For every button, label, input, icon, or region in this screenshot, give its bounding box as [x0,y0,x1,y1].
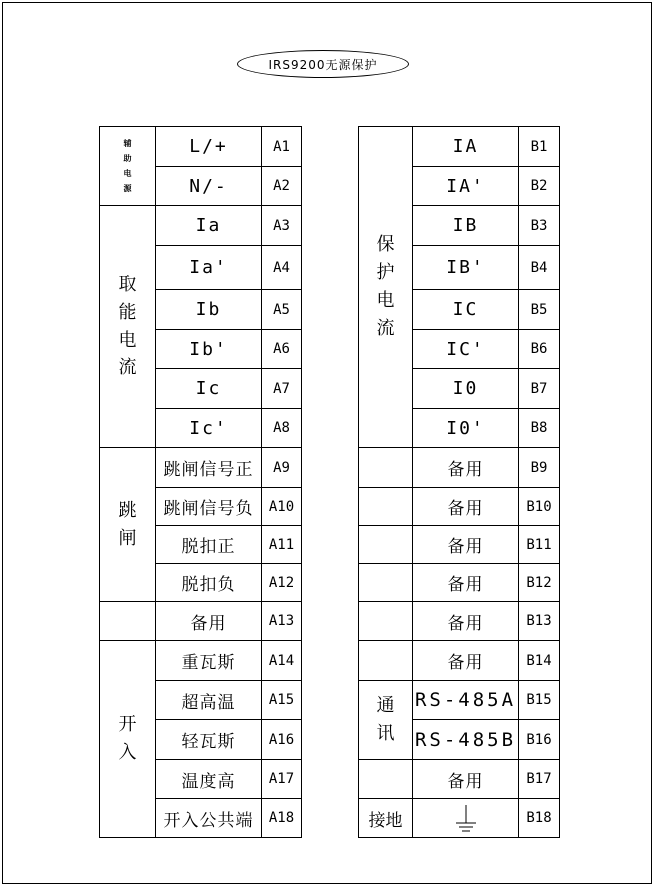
signal-label: 温度高 [181,771,236,792]
terminal-cell [518,447,560,488]
terminal-cell [261,447,302,488]
signal-cell [155,563,262,602]
signal-label: IC' [446,338,485,360]
signal-label: 备用 [447,460,484,480]
signal-cell [412,601,519,641]
terminal-label: B12 [526,574,552,591]
signal-cell [412,447,519,488]
terminal-cell [518,408,560,448]
group-cell-s12 [358,563,413,602]
group-label-prot [377,231,395,343]
group-label-char: 取 [118,273,137,295]
signal-cell [155,205,262,246]
terminal-cell [518,680,560,720]
group-cell-s11 [358,525,413,564]
signal-cell [155,245,262,290]
terminal-cell [518,563,560,602]
signal-label: Ic' [189,417,228,439]
signal-label: Ia' [189,257,228,278]
signal-cell [412,680,519,720]
group-label-char: 讯 [376,723,395,744]
group-cell-gnd [358,798,413,838]
terminal-label: A5 [273,301,290,318]
terminal-label: A6 [273,341,290,357]
signal-cell [155,525,262,564]
group-label-aux [124,136,132,197]
terminal-cell [518,126,560,167]
group-label-char: 电 [376,290,395,311]
group-cell-s13 [358,601,413,641]
group-cell-trip [99,447,156,602]
terminal-cell [518,719,560,760]
group-label-char: 源 [123,184,132,194]
terminal-label: A3 [273,217,290,234]
group-label-char: 闸 [118,527,137,549]
terminal-label: A18 [268,810,295,826]
terminal-cell [518,759,560,799]
group-cell-s9 [358,447,413,488]
signal-cell [412,368,519,409]
signal-label: 备用 [447,613,484,634]
group-label-char: 助 [123,153,132,163]
group-label-char: 跳 [118,499,137,521]
signal-cell [412,289,519,330]
group-label-char: 保 [376,234,395,256]
terminal-cell [261,205,302,246]
signal-label: RS-485B [414,728,517,751]
signal-cell [412,329,519,369]
terminal-cell [518,368,560,409]
terminal-label: B18 [526,810,552,826]
signal-cell [412,408,519,448]
terminal-cell [261,719,302,760]
group-label-char: 流 [118,357,137,379]
signal-cell [412,126,519,167]
group-label-char: 开 [118,714,137,736]
signal-label: IB [452,215,479,236]
terminal-cell [518,525,560,564]
terminal-label: A7 [273,380,290,397]
terminal-label: A8 [273,420,290,436]
title-text: IRS9200无源保护 [268,57,378,72]
signal-cell [155,640,262,681]
group-cell-spare [99,601,156,641]
signal-label: L/+ [189,136,228,157]
group-label-gnd: 接地 [368,810,403,831]
signal-label: Ia [195,215,222,236]
signal-label: IB' [446,257,485,278]
signal-label: 脱扣负 [181,575,236,595]
terminal-cell [261,680,302,720]
terminal-label: B6 [530,341,548,357]
signal-label: IA' [446,175,485,197]
terminal-label: B10 [526,498,552,515]
signal-cell [155,126,262,167]
signal-label: I0 [452,378,479,399]
terminal-label: B8 [530,420,548,436]
terminal-cell [518,205,560,246]
signal-cell [412,798,519,838]
terminal-label: B1 [530,138,548,155]
group-cell-aux [99,126,156,206]
signal-label: N/- [189,175,228,197]
terminal-cell [518,487,560,526]
terminal-cell [261,289,302,330]
signal-label: IA [452,136,479,157]
group-label-char: 能 [118,301,137,323]
group-label-char: 护 [376,262,395,284]
group-label-in [119,711,137,767]
terminal-label: B15 [526,692,552,708]
terminal-cell [261,166,302,206]
terminal-cell [261,368,302,409]
terminal-cell [261,601,302,641]
terminal-cell [518,289,560,330]
signal-cell [412,719,519,760]
terminal-label: A14 [268,652,295,669]
terminal-label: B11 [526,536,552,553]
terminal-label: B7 [530,380,548,397]
signal-cell [412,166,519,206]
group-label-trip [119,497,137,553]
terminal-label: B17 [526,771,552,787]
group-label-char: 电 [123,169,132,178]
group-cell-s10 [358,487,413,526]
signal-cell [155,447,262,488]
terminal-label: B16 [526,731,552,748]
signal-cell [412,205,519,246]
signal-label: RS-485A [414,689,517,711]
signal-label: 超高温 [181,692,236,713]
signal-cell [412,759,519,799]
signal-label: IC [452,299,479,320]
terminal-label: B4 [530,259,548,276]
terminal-label: A11 [268,536,295,553]
signal-cell [155,487,262,526]
group-cell-prot [358,126,413,448]
terminal-label: A12 [268,574,295,591]
signal-label: Ic [195,378,222,399]
group-label-comm [377,692,395,748]
terminal-label: A1 [273,138,290,155]
terminal-label: B3 [530,217,548,234]
signal-cell [155,680,262,720]
group-cell-s17 [358,759,413,799]
group-label-char: 通 [376,695,395,717]
signal-label: I0' [446,417,485,439]
group-label-cur [119,271,137,383]
signal-cell [155,166,262,206]
signal-cell [412,640,519,681]
terminal-label: B5 [530,301,548,318]
signal-label: 开入公共端 [163,810,254,831]
signal-cell [412,487,519,526]
ground-icon [452,803,480,833]
signal-label: 备用 [447,537,484,557]
group-cell-cur [99,205,156,448]
terminal-cell [518,166,560,206]
signal-cell [155,798,262,838]
signal-label: 跳闸信号正 [163,460,254,480]
terminal-label: B9 [530,459,548,476]
signal-cell [155,289,262,330]
terminal-cell [261,408,302,448]
terminal-label: A10 [268,498,295,515]
terminal-cell [261,640,302,681]
terminal-cell [518,601,560,641]
signal-cell [155,408,262,448]
signal-label: 备用 [447,771,484,792]
terminal-label: A15 [268,692,295,708]
group-label-char: 辅 [123,138,132,148]
drawing-title [237,50,409,78]
group-cell-comm [358,680,413,760]
group-cell-s14 [358,640,413,681]
terminal-label: B14 [526,652,552,669]
terminal-cell [261,126,302,167]
signal-label: Ib [195,299,222,320]
signal-label: 备用 [447,653,484,673]
terminal-cell [261,487,302,526]
signal-label: Ib' [189,338,228,360]
terminal-label: A17 [268,771,295,787]
terminal-cell [261,759,302,799]
terminal-cell [518,798,560,838]
group-label-char: 入 [118,742,137,763]
signal-cell [412,525,519,564]
signal-cell [155,601,262,641]
signal-label: 脱扣正 [181,537,236,557]
signal-label: 轻瓦斯 [181,732,236,752]
signal-cell [155,368,262,409]
terminal-label: A9 [273,459,290,476]
signal-label: 备用 [447,499,484,519]
signal-cell [155,759,262,799]
signal-label: 备用 [190,613,227,634]
group-cell-in [99,640,156,838]
terminal-label: B13 [526,613,552,629]
signal-cell [155,329,262,369]
terminal-cell [518,329,560,369]
terminal-label: A2 [273,178,290,194]
signal-label: 备用 [447,575,484,595]
terminal-cell [518,640,560,681]
group-label-char: 流 [376,317,395,339]
signal-cell [155,719,262,760]
terminal-label: A4 [273,259,290,276]
terminal-label: A16 [268,731,295,748]
terminal-cell [261,563,302,602]
terminal-cell [261,525,302,564]
terminal-label: B2 [530,178,548,194]
signal-label: 跳闸信号负 [163,499,254,519]
group-label-char: 电 [118,329,137,351]
signal-cell [412,563,519,602]
signal-cell [412,245,519,290]
signal-label: 重瓦斯 [181,653,236,673]
terminal-label: A13 [268,613,295,629]
terminal-cell [261,329,302,369]
terminal-cell [261,798,302,838]
terminal-cell [261,245,302,290]
terminal-cell [518,245,560,290]
